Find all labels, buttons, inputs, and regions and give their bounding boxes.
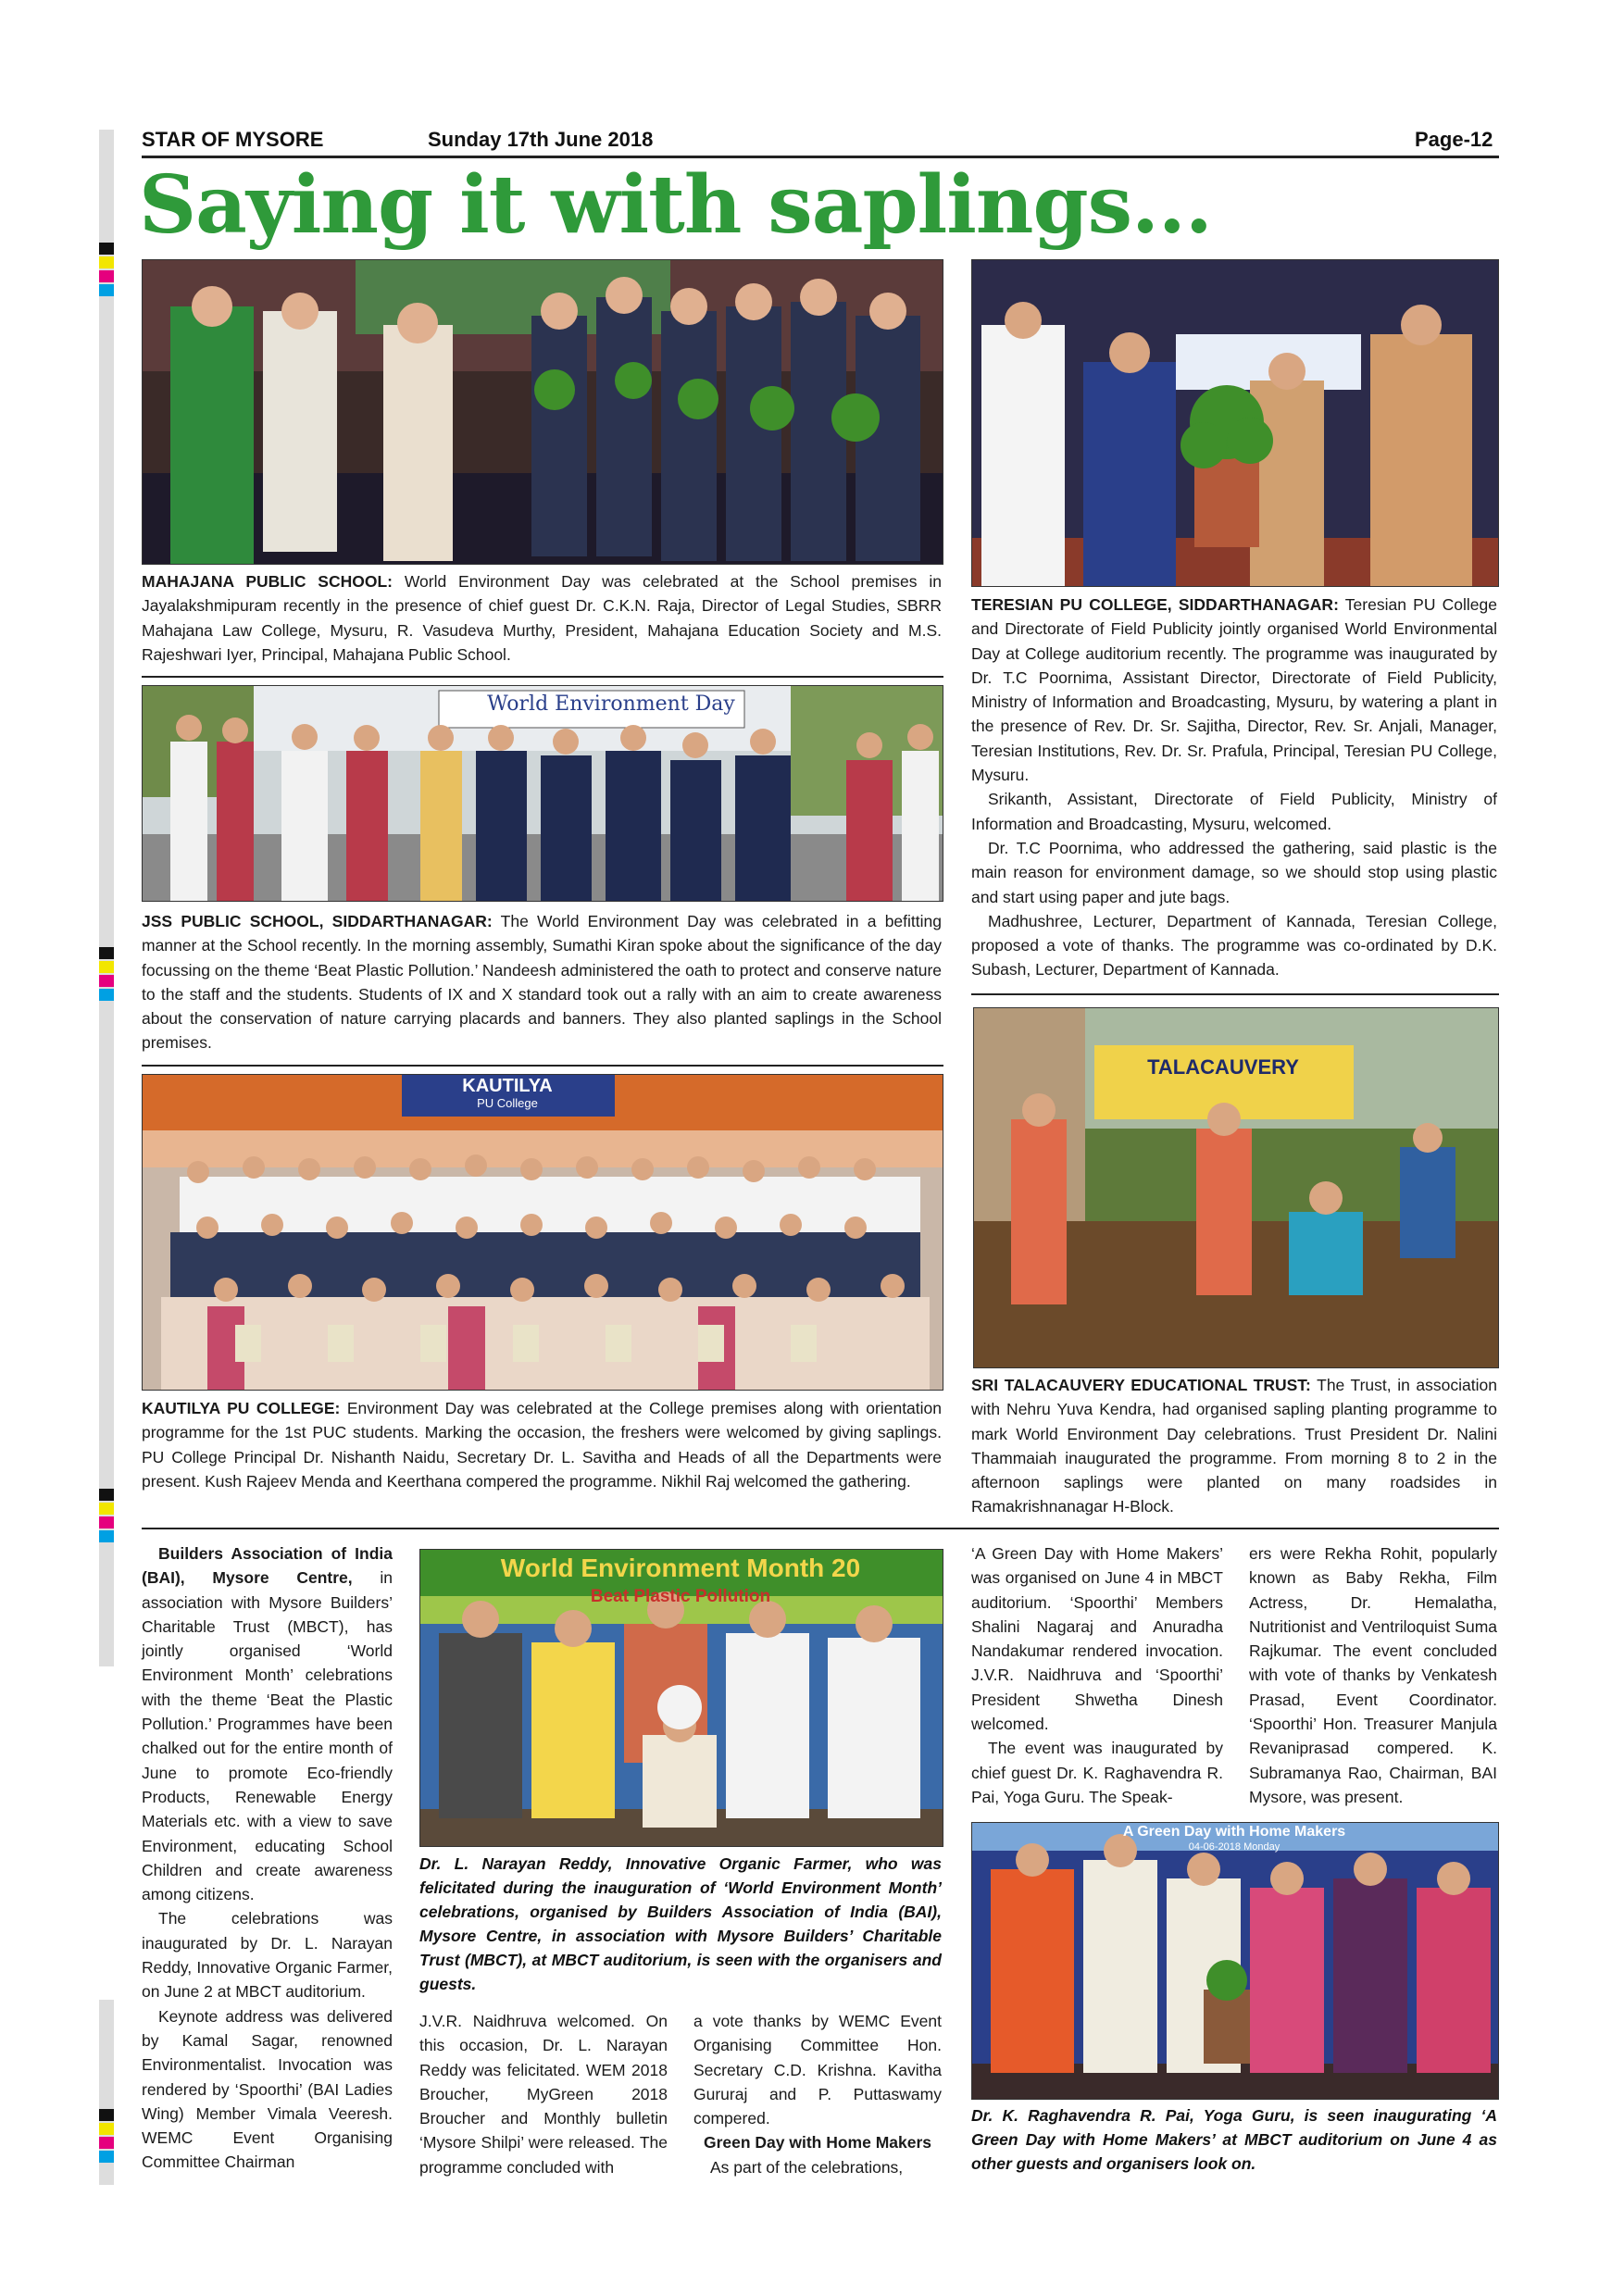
paper-name: STAR OF MYSORE: [142, 128, 324, 151]
registration-black: [99, 947, 114, 959]
bai-col-3: [693, 2009, 942, 2179]
bai-p3: Keynote address was delivered by Kamal Sagar, renowned Environmentalist. Invocation was rendered by ‘Spoorthi’ (BAI Ladies Wing) Member Vimala Veeresh. WEMC Event Organising Committee Chairman: [142, 2006, 393, 2172]
bai-col4b-text: The event was inaugurated by chief guest Dr. K. Raghavendra R. Pai, Yoga Guru. The Speak-: [971, 1739, 1223, 1806]
headline: Saying it with saplings...: [139, 158, 1212, 252]
issue-date: Sunday 17th June 2018: [428, 128, 654, 151]
registration-magenta: [99, 975, 114, 987]
registration-cyan: [99, 1530, 114, 1542]
talacauvery-lead: SRI TALACAUVERY EDUCATIONAL TRUST:: [971, 1376, 1311, 1394]
green-day-date: 04-06-2018 Monday: [1188, 1841, 1280, 1853]
registration-black: [99, 243, 114, 255]
kautilya-caption: [142, 1396, 942, 1493]
bai-col-4: [971, 1541, 1223, 1809]
bai-banner-text: World Environment Month 20: [500, 1554, 861, 1582]
registration-cyan: [99, 2151, 114, 2163]
bai-col-1: [142, 1541, 393, 2175]
talacauvery-caption: [971, 1373, 1497, 1519]
photo-jss: [142, 685, 943, 902]
kautilya-banner-sub: PU College: [477, 1096, 538, 1110]
bai-col5-text: ers were Rekha Rohit, popularly known as Baby Rekha, Film Actress, Dr. Hemalatha, Nutritionist and Ventriloquist Suma Rajkumar. The event concluded with vote of thanks by Venkatesh Prasad, Event Coordinator. ‘Spoorthi’ Hon. Treasurer Manjula Revaniprasad compered. K. Subramanya Rao, Chairman, BAI Mysore, was present.: [1249, 1544, 1497, 1806]
photo-teresian: [971, 259, 1499, 587]
bai-lead: Builders Association of India (BAI), Mysore Centre,: [142, 1544, 393, 1588]
kautilya-lead: KAUTILYA PU COLLEGE:: [142, 1399, 341, 1417]
teresian-p3: Dr. T.C Poornima, who addressed the gathering, said plastic is the main reason for environment damage, so we should stop using plastic and start using paper and jute bags.: [971, 838, 1497, 906]
bai-col4-text: ‘A Green Day with Home Makers’ was organised on June 4 in MBCT auditorium. ‘Spoorthi’ Members Shalini Nagaraj and Anuradha Nandakumar rendered invocation. J.V.R. Naidhruva and ‘Spoorthi’ President Shwetha Dinesh welcomed.: [971, 1544, 1223, 1734]
divider: [142, 676, 943, 678]
bai-banner-sub: Beat Plastic Pollution: [590, 1587, 771, 1606]
bai-col2-text: J.V.R. Naidhruva welcomed. On this occasion, Dr. L. Narayan Reddy was felicitated. WEM 2018 Broucher, MyGreen 2018 Broucher and Monthly bulletin ‘Mysore Shilpi’ were released. The programme concluded with: [419, 2012, 668, 2177]
jss-lead: JSS PUBLIC SCHOOL, SIDDARTHANAGAR:: [142, 912, 493, 930]
divider: [142, 1065, 943, 1067]
teresian-p4: Madhushree, Lecturer, Department of Kannada, Teresian College, proposed a vote of thanks. The programme was co-ordinated by D.K. Subash, Lecturer, Department of Kannada.: [971, 911, 1497, 980]
kautilya-banner-text: KAUTILYA: [462, 1076, 553, 1096]
mahajana-lead: MAHAJANA PUBLIC SCHOOL:: [142, 572, 393, 591]
registration-black: [99, 2109, 114, 2121]
registration-yellow: [99, 256, 114, 268]
bai-col3-text: a vote thanks by WEMC Event Organising Committee Hon. Secretary C.D. Krishna. Kavitha Gururaj and P. Puttaswamy compered.: [693, 2012, 942, 2128]
registration-magenta: [99, 1516, 114, 1529]
registration-yellow: [99, 961, 114, 973]
talacauvery-body: The Trust, in association with Nehru Yuva Kendra, had organised sapling planting programme to mark World Environment Day celebrations. Trust President Dr. Nalini Thammaiah inaugurated the programme. From morning 8 to 2 in the afternoon saplings were planted on many roadsides in Ramakrishnanagar H-Block.: [971, 1376, 1497, 1516]
jss-banner-text: World Environment Day: [487, 693, 735, 716]
margin-strip: [99, 130, 114, 1666]
bai-col-2: [419, 2009, 668, 2179]
section-divider: [142, 1528, 1499, 1529]
bai-p1: in association with Mysore Builders’ Charitable Trust (MBCT), has jointly organised ‘World Environment Month’ celebrations with the theme ‘Beat the Plastic Pollution.’ Programmes have been chalked out for the entire month of June to promote Eco-friendly Products, Renewable Energy Materials etc. with a view to save Environment, educating School Children and create awareness among citizens.: [142, 1568, 394, 1904]
mahajana-caption: [142, 569, 942, 667]
kautilya-body: Environment Day was celebrated at the College premises along with orientation programme for the 1st PUC students. Marking the occasion, the freshers were welcomed by giving saplings. PU College Principal Dr. Nishanth Naidu, Secretary Dr. L. Savitha and Heads of all the Departments were present. Kush Rajeev Menda and Keerthana compered the programme. Nikhil Raj welcomed the gathering.: [142, 1399, 942, 1491]
divider: [971, 993, 1499, 995]
photo-mahajana: [142, 259, 943, 565]
bai-photo-caption: Dr. L. Narayan Reddy, Innovative Organic Farmer, who was felicitated during the inauguration of ‘World Environment Month’ celebrations, organised by Builders Association of India (BAI), Mysore Centre, in association with Mysore Builders’ Charitable Trust (MBCT), at MBCT auditorium, is seen with the organisers and guests.: [419, 1854, 942, 1993]
photo-kautilya: [142, 1074, 943, 1391]
registration-cyan: [99, 989, 114, 1001]
talacauvery-banner-text: TALACAUVERY: [1147, 1055, 1299, 1079]
registration-magenta: [99, 2137, 114, 2149]
green-day-banner: A Green Day with Home Makers: [1122, 1824, 1346, 1840]
mahajana-body: World Environment Day was celebrated at the School premises in Jayalakshmipuram recently in the presence of chief guest Dr. C.K.N. Raja, Director of Legal Studies, SBRR Mahajana Law College, Mysuru, R. Vasudeva Murthy, President, Mahajana Education Society and M.S. Rajeshwari Iyer, Principal, Mahajana Public School.: [142, 572, 942, 664]
bai-col-5: [1249, 1541, 1497, 1809]
page-number: Page-12: [1415, 128, 1493, 151]
registration-cyan: [99, 284, 114, 296]
teresian-text: [971, 593, 1497, 982]
jss-body: The World Environment Day was celebrated in a befitting manner at the School recently. In the morning assembly, Sumathi Kiran spoke about the significance of the day focussing on the theme ‘Beat Plastic Pollution.’ Nandeesh administered the oath to protect and conserve nature to the staff and the students. Students of IX and X standard took out a rally with an aim to create awareness about the conservation of nature carrying placards and banners. They also planted saplings in the School premises.: [142, 912, 942, 1053]
bai-col3b-text: As part of the celebrations,: [710, 2157, 904, 2177]
registration-black: [99, 1489, 114, 1501]
registration-yellow: [99, 2123, 114, 2135]
teresian-p1: Teresian PU College and Directorate of Field Publicity jointly organised World Environmental Day at College auditorium recently. The programme was inaugurated by Dr. T.C Poornima, Assistant Director, Directorate of Field Publicity, Ministry of Information and Broadcasting, Mysuru, by watering a plant in the presence of Rev. Dr. Sr. Sajitha, Director, Rev. Sr. Anjali, Manager, Teresian Institutions, Rev. Dr. Sr. Prafula, Principal, Teresian PU College, Mysuru.: [971, 595, 1498, 785]
jss-caption: [142, 909, 942, 1055]
bai-p2: The celebrations was inaugurated by Dr. L. Narayan Reddy, Innovative Organic Farmer, on June 2 at MBCT auditorium.: [142, 1909, 393, 2002]
registration-yellow: [99, 1503, 114, 1515]
registration-magenta: [99, 270, 114, 282]
photo-green-day: [971, 1822, 1499, 2100]
teresian-p2: Srikanth, Assistant, Directorate of Field Publicity, Ministry of Information and Broadcasting, Mysuru, welcomed.: [971, 790, 1497, 833]
teresian-lead: TERESIAN PU COLLEGE, SIDDARTHANAGAR:: [971, 595, 1339, 614]
green-day-caption: Dr. K. Raghavendra R. Pai, Yoga Guru, is seen inaugurating ‘A Green Day with Home Makers’ at MBCT auditorium on June 4 as other guests and organisers look on.: [971, 2106, 1497, 2173]
bai-subhead: Green Day with Home Makers: [703, 2133, 932, 2152]
